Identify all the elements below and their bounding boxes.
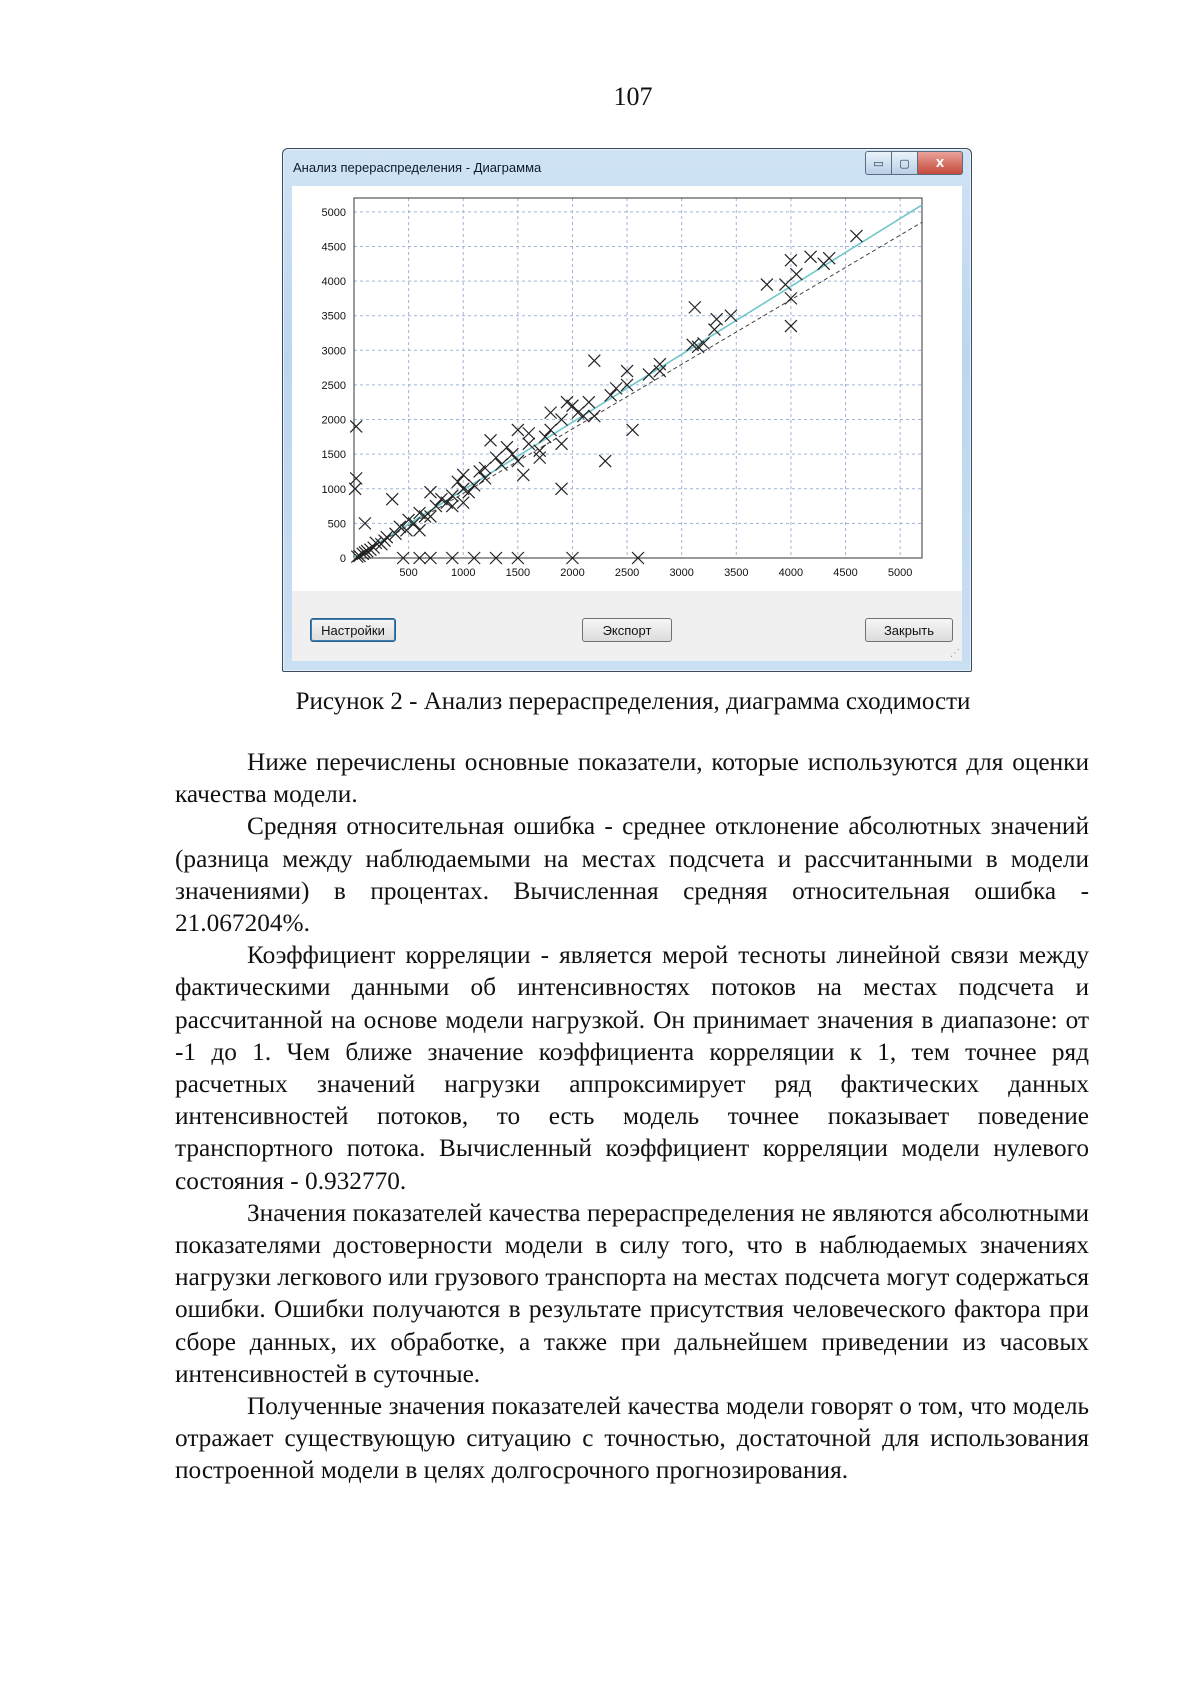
close-button[interactable]: Закрыть: [865, 618, 953, 642]
y-tick-label: 500: [327, 518, 346, 531]
paragraph: Средняя относительная ошибка - среднее отклонение абсолютных значений (разница между наблюдаемыми на местах подсчета и рассчитанными в модели значениями) в процентах. Вычисленная средняя относительная ошибка - 21.067204%.: [175, 812, 1089, 938]
x-tick-label: 1500: [505, 567, 531, 579]
window-titlebar[interactable]: [283, 149, 971, 185]
window-close-button[interactable]: X: [918, 151, 963, 175]
window-button-bar: [292, 591, 962, 661]
window-client-area: [292, 186, 962, 661]
scatter-chart: [292, 186, 962, 591]
x-tick-label: 4500: [833, 567, 858, 579]
figure-caption: Рисунок 2 - Анализ перераспределения, диаграмма сходимости: [295, 688, 971, 715]
y-tick-label: 4000: [321, 276, 346, 289]
x-tick-label: 2500: [614, 567, 640, 579]
x-tick-label: 500: [399, 567, 418, 579]
paragraph: Полученные значения показателей качества модели говорят о том, что модель отражает существующую ситуацию с точностью, достаточной для использования построенной модели в целях долгосрочного прогнозирования.: [175, 1392, 1089, 1485]
y-tick-label: 3000: [321, 345, 346, 358]
y-tick-label: 1500: [321, 449, 346, 462]
y-tick-label: 0: [339, 553, 346, 565]
maximize-button[interactable]: ▢: [892, 151, 918, 175]
window-title: Анализ перераспределения - Диаграмма: [293, 160, 542, 175]
paragraph: Коэффициент корреляции - является мерой тесноты линейной связи между фактическими данными об интенсивностях потоков на местах подсчета и рассчитанной на основе модели нагрузкой. Он принимает значения в диапазоне: от -1 до 1. Чем ближе значение коэффициента корреляции к 1, тем точнее ряд расчетных значений нагрузки аппроксимирует ряд фактических данных интенсивностей потоков, то есть модель точнее показывает поведение транспортного потока. Вычисленный коэффициент корреляции модели нулевого состояния - 0.932770.: [175, 941, 1089, 1195]
x-tick-label: 3500: [724, 567, 749, 579]
page-number: 107: [613, 82, 653, 111]
x-tick-label: 4000: [778, 567, 804, 579]
body-text: [175, 746, 1089, 1487]
y-tick-label: 2500: [321, 379, 346, 392]
paragraph: Значения показателей качества перераспределения не являются абсолютными показателями достоверности модели в силу того, что в наблюдаемых значениях нагрузки легкового или грузового транспорта на местах подсчета могут содержаться ошибки. Ошибки получаются в результате присутствия человеческого фактора при сборе данных, их обработке, а также при дальнейшем приведении из часовых интенсивностей в суточные.: [175, 1198, 1089, 1388]
minimize-button[interactable]: ▭: [865, 151, 892, 175]
y-tick-label: 3500: [321, 310, 346, 323]
y-tick-label: 1000: [321, 483, 346, 496]
settings-button[interactable]: Настройки: [310, 618, 396, 642]
x-tick-label: 3000: [669, 567, 694, 579]
export-button[interactable]: Экспорт: [582, 618, 672, 642]
y-tick-label: 5000: [321, 206, 346, 219]
resize-grip-icon[interactable]: ⋰: [950, 648, 960, 659]
x-tick-label: 1000: [450, 567, 476, 579]
x-tick-label: 2000: [560, 567, 585, 579]
paragraph: Ниже перечислены основные показатели, которые используются для оценки качества модели.: [175, 748, 1089, 809]
y-tick-label: 4500: [321, 241, 346, 254]
diagram-window: [282, 148, 972, 672]
x-tick-label: 5000: [887, 567, 913, 579]
y-tick-label: 2000: [321, 414, 346, 427]
